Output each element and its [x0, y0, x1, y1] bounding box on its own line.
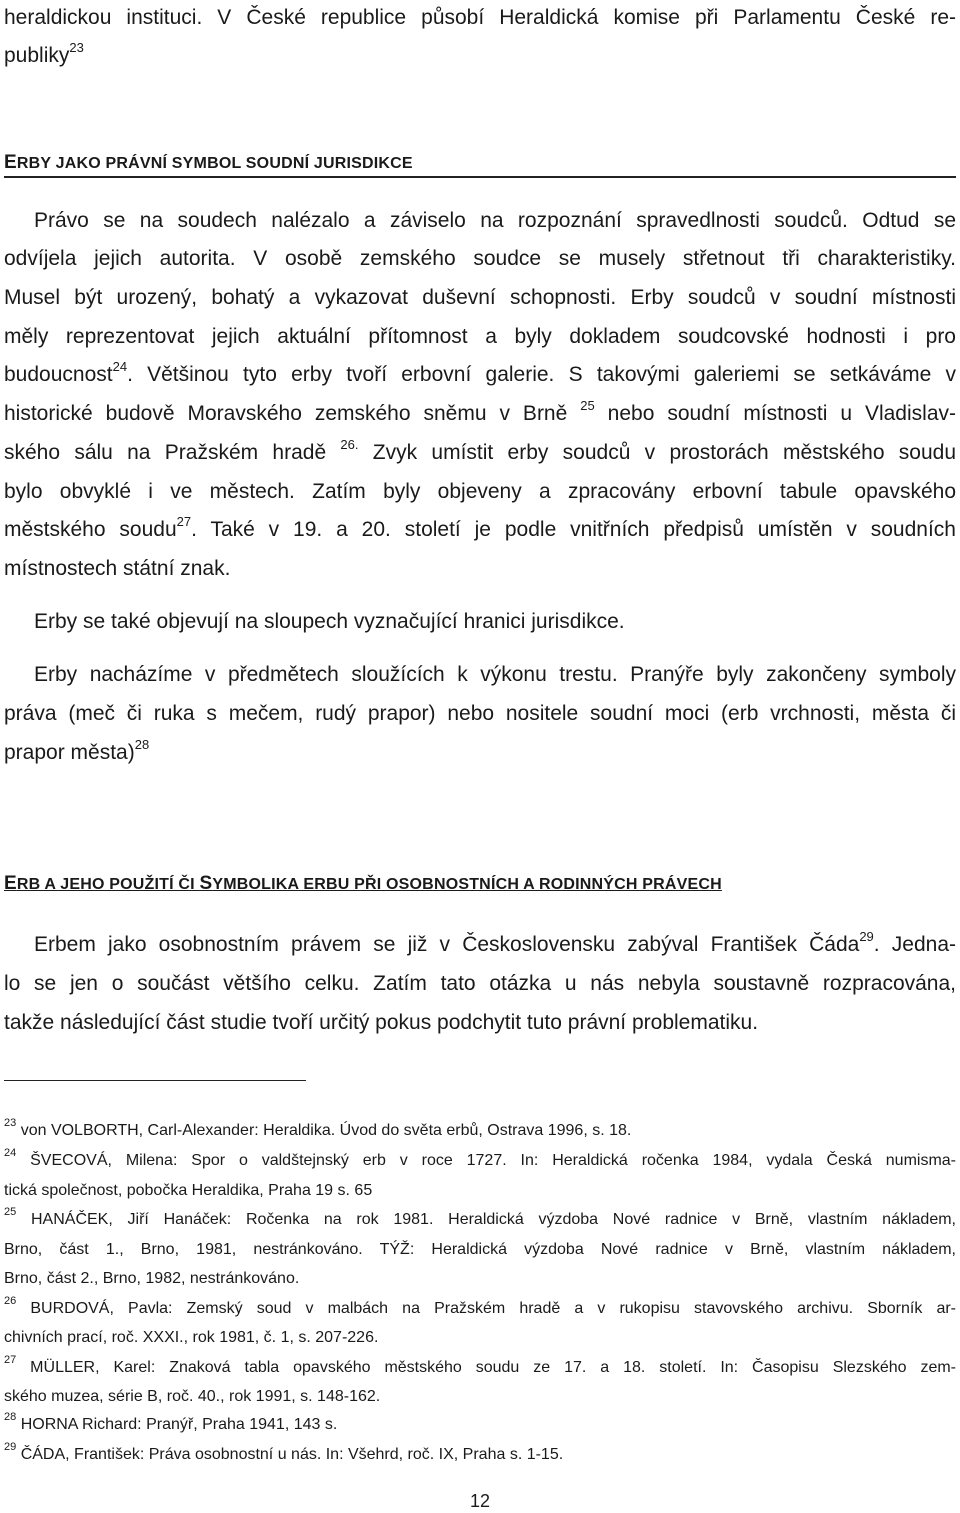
- footnote-number: 27: [4, 1353, 17, 1366]
- text: městského soudu: [4, 518, 177, 541]
- page-number: 12: [469, 1491, 491, 1511]
- footnote-number: 24: [4, 1146, 17, 1159]
- text: . Také v 19. a 20. století je podle vnitřních předpisů umístěn v soudních: [191, 518, 956, 541]
- footnote-text: HORNA Richard: Pranýř, Praha 1941, 143 s.: [16, 1416, 338, 1433]
- text: ského sálu na Pražském hradě: [4, 441, 341, 464]
- paragraph-line: místnostech státní znak.: [4, 557, 231, 580]
- paragraph-line: práva (meč či ruka s mečem, rudý prapor) nebo nositele soudní moci (erb vrchnosti, města či: [4, 702, 956, 725]
- paragraph-line: [4, 42, 956, 70]
- text: historické budově Moravského zemského sněmu v Brně: [4, 402, 581, 425]
- section-heading: [4, 152, 956, 178]
- footnote-separator: [4, 1080, 306, 1081]
- text: . Většinou tyto erby tvoří erbovní galerie. S takovými galeriemi se setkáváme v: [127, 363, 956, 386]
- footnote: [4, 1353, 956, 1379]
- text: Erbem jako osobnostním právem se již v Československu zabýval František Čáda: [34, 933, 860, 956]
- text: prapor města): [4, 741, 135, 764]
- text: budoucnost: [4, 363, 113, 386]
- footnote-text: BURDOVÁ, Pavla: Zemský soud v malbách na Pražském hradě a v rukopisu stavovského archivu. Sborník ar-: [16, 1300, 956, 1317]
- footnote-ref: 27: [176, 514, 192, 529]
- paragraph-line: Erby nacházíme v předmětech sloužících k výkonu trestu. Pranýře byly zakončeny symboly: [34, 663, 956, 686]
- section-heading: [4, 873, 722, 895]
- paragraph-line: Právo se na soudech nalézalo a záviselo na rozpoznání spravedlnosti soudců. Odtud se: [34, 209, 956, 232]
- footnote-ref: 23: [69, 40, 84, 55]
- footnote: [4, 1294, 956, 1320]
- paragraph-line: Musel být urozený, bohatý a vykazovat duševní schopnosti. Erby soudců v soudní místnosti: [4, 286, 956, 309]
- paragraph-line: [4, 361, 956, 389]
- footnote-text: MÜLLER, Karel: Znaková tabla opavského městského soudu ze 17. a 18. století. In: Časopisu Slezského zem-: [16, 1359, 956, 1376]
- footnote-text: HANÁČEK, Jiří Hanáček: Ročenka na rok 1981. Heraldická výzdoba Nové radnice v Brně, vlastním nákladem,: [16, 1211, 956, 1228]
- paragraph-line: měly reprezentovat jejich aktuální přítomnost a byly dokladem soudcovské hodnosti i pro: [4, 325, 956, 348]
- paragraph-line: odvíjela jejich autorita. V osobě zemského soudce se musely střetnout tři charakteristiky.: [4, 247, 956, 270]
- footnote-ref: 28: [134, 737, 150, 752]
- paragraph-line: [4, 739, 956, 767]
- heading-text: RB A JEHO POUŽITÍ ČI: [16, 876, 200, 893]
- paragraph-line: takže následující část studie tvoří určitý pokus podchytit tuto právní problematiku.: [4, 1011, 759, 1034]
- footnote: [4, 1440, 956, 1466]
- paragraph-line: Erby se také objevují na sloupech vyznačující hranici jurisdikce.: [34, 610, 625, 633]
- text: Zvyk umístit erby soudců v prostorách městského soudu: [358, 441, 956, 464]
- paragraph-line: [4, 400, 956, 428]
- paragraph-line: bylo obvyklé i ve městech. Zatím byly objeveny a zpracovány erbovní tabule opavského: [4, 480, 956, 503]
- footnote-number: 26: [4, 1294, 17, 1307]
- heading-initial: E: [4, 152, 17, 173]
- heading-initial: E: [4, 873, 17, 894]
- text: publiky: [4, 44, 70, 67]
- footnote-text: ŠVECOVÁ, Milena: Spor o valdštejnský erb v roce 1727. In: Heraldická ročenka 1984, vydala Česká numisma-: [16, 1152, 956, 1169]
- footnote-number: 29: [4, 1440, 17, 1453]
- footnote: [4, 1116, 956, 1142]
- paragraph-line: heraldickou instituci. V České republice působí Heraldická komise při Parlamentu České re-: [4, 6, 956, 29]
- footnote: [4, 1410, 956, 1436]
- footnote: [4, 1146, 956, 1172]
- paragraph-line: [34, 931, 956, 959]
- footnote: [4, 1205, 956, 1231]
- footnote: tická společnost, pobočka Heraldika, Praha 19 s. 65: [4, 1182, 373, 1199]
- footnote: chivních prací, roč. XXXI., rok 1981, č. 1, s. 207-226.: [4, 1329, 379, 1346]
- paragraph-line: [4, 516, 956, 544]
- heading-initial: S: [199, 873, 213, 894]
- heading-text: YMBOLIKA ERBU PŘI OSOBNOSTNÍCH A RODINNÝCH PRÁVECH: [212, 876, 722, 893]
- footnote-text: von VOLBORTH, Carl-Alexander: Heraldika. Úvod do světa erbů, Ostrava 1996, s. 18.: [16, 1122, 632, 1139]
- footnote-number: 23: [4, 1116, 17, 1129]
- footnote-ref: 29: [859, 929, 874, 944]
- footnote-text: ČÁDA, František: Práva osobnostní u nás. In: Všehrd, roč. IX, Praha s. 1-15.: [16, 1446, 564, 1463]
- footnote: Brno, část 2., Brno, 1982, nestránkováno.: [4, 1270, 300, 1287]
- footnote: Brno, část 1., Brno, 1981, nestránkováno. TÝŽ: Heraldická výzdoba Nové radnice v Brně, vlastním nákladem,: [4, 1241, 956, 1258]
- text: nebo soudní místnosti u Vladislav-: [594, 402, 956, 425]
- text: . Jedna-: [873, 933, 956, 956]
- footnote-number: 28: [4, 1410, 17, 1423]
- paragraph-line: [4, 439, 956, 467]
- footnote-number: 25: [4, 1205, 17, 1218]
- heading-text: RBY JAKO PRÁVNÍ SYMBOL SOUDNÍ JURISDIKCE: [16, 155, 413, 172]
- footnote: ského muzea, série B, roč. 40., rok 1991, s. 148-162.: [4, 1388, 381, 1405]
- paragraph-line: lo se jen o součást většího celku. Zatím tato otázka u nás nebyla soustavně rozpracována,: [4, 972, 956, 995]
- footnote-ref: 26.: [340, 437, 359, 452]
- footnote-ref: 25: [580, 398, 595, 413]
- footnote-ref: 24: [112, 359, 128, 374]
